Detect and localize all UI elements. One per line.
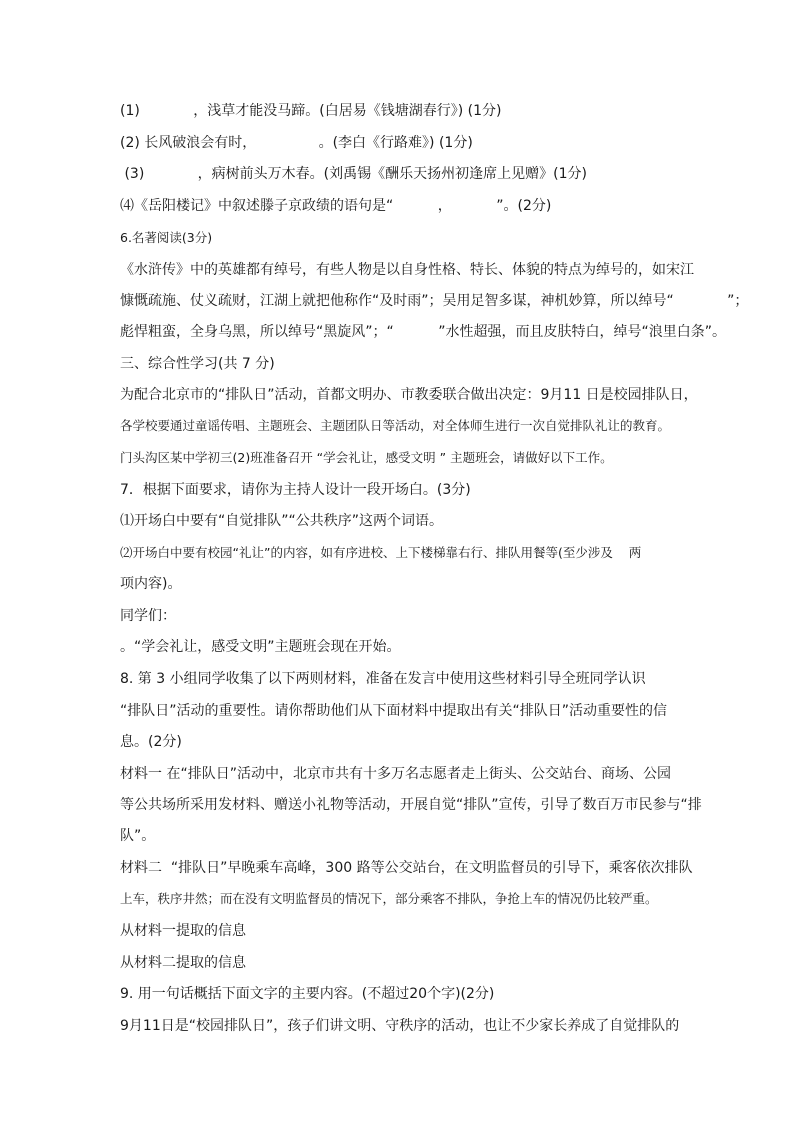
- text-line-28: 从材料二提取的信息: [120, 955, 246, 971]
- text-line-18: 。“学会礼让，感受文明”主题班会现在开始。: [120, 639, 401, 655]
- text-line-30: 9月11日是“校园排队日”，孩子们讲文明、守秩序的活动，也让不少家长养成了自觉排队的: [120, 1018, 680, 1034]
- text-line-22: 材料一 在“排队日”活动中，北京市共有十多万名志愿者走上街头、公交站台、商场、公园: [120, 766, 671, 782]
- text-line-2: (2) 长风破浪会有时， 。(李白《行路难》) (1分): [120, 135, 473, 151]
- text-line-14: ⑴开场白中要有“自觉排队”“公共秩序”这两个词语。: [120, 513, 444, 529]
- text-line-7: 慷慨疏施、仗义疏财，江湖上就把他称作“及时雨”；吴用足智多谋，神机妙算，所以绰号“ ”；: [120, 293, 749, 309]
- text-line-4: ⑷《岳阳楼记》中叙述滕子京政绩的语句是“ ， ”。(2分): [120, 198, 552, 214]
- text-line-9: 三、综合性学习(共 7 分): [120, 356, 275, 372]
- text-line-23: 等公共场所采用发材料、赠送小礼物等活动，开展自觉“排队”宣传，引导了数百万市民参与“排: [120, 797, 702, 813]
- text-line-26: 上车，秩序井然；而在没有文明监督员的情况下，部分乘客不排队，争抢上车的情况仍比较严重。: [120, 891, 658, 906]
- text-line-13: 7．根据下面要求，请你为主持人设计一段开场白。(3分): [120, 482, 471, 498]
- text-line-29: 9. 用一句话概括下面文字的主要内容。(不超过20个字)(2分): [120, 986, 495, 1002]
- text-line-16: 项内容)。: [120, 576, 182, 592]
- text-line-15: ⑵开场白中要有校园“礼让”的内容，如有序进校、上下楼梯靠右行、排队用餐等(至少涉及 两: [120, 545, 642, 560]
- text-line-25: 材料二 “排队日”早晚乘车高峰，300 路等公交站台，在文明监督员的引导下，乘客依次排队: [120, 860, 693, 876]
- text-line-3: (3) ，病树前头万木春。(刘禹锡《酬乐天扬州初逢席上见赠》(1分): [120, 166, 587, 182]
- text-line-10: 为配合北京市的“排队日”活动，首都文明办、市教委联合做出决定：9月11 日是校园排队日，: [120, 387, 698, 403]
- text-line-19: 8. 第 3 小组同学收集了以下两则材料，准备在发言中使用这些材料引导全班同学认识: [120, 671, 646, 687]
- text-line-17: 同学们：: [120, 608, 176, 624]
- text-line-27: 从材料一提取的信息: [120, 923, 246, 939]
- text-line-12: 门头沟区某中学初三(2)班准备召开 “学会礼让，感受文明 ” 主题班会，请做好以下工作。: [120, 450, 613, 465]
- text-line-5: 6.名著阅读(3分): [120, 230, 213, 245]
- text-line-6: 《水浒传》中的英雄都有绰号，有些人物是以自身性格、特长、体貌的特点为绰号的，如宋江: [120, 262, 694, 278]
- text-line-1: (1) ，浅草才能没马蹄。(白居易《钱塘湖春行》) (1分): [120, 103, 502, 119]
- text-line-11: 各学校要通过童谣传唱、主题班会、主题团队日等活动，对全体师生进行一次自觉排队礼让的教育。: [120, 418, 671, 433]
- text-line-24: 队”。: [120, 828, 156, 844]
- text-line-8: 彪悍粗蛮，全身乌黑，所以绰号“黑旋风”；“ ”水性超强，而且皮肤特白，绰号“浪里白条”。: [120, 324, 727, 340]
- text-line-21: 息。(2分): [120, 734, 182, 750]
- text-line-20: “排队日”活动的重要性。请你帮助他们从下面材料中提取出有关“排队日”活动重要性的信: [120, 703, 668, 719]
